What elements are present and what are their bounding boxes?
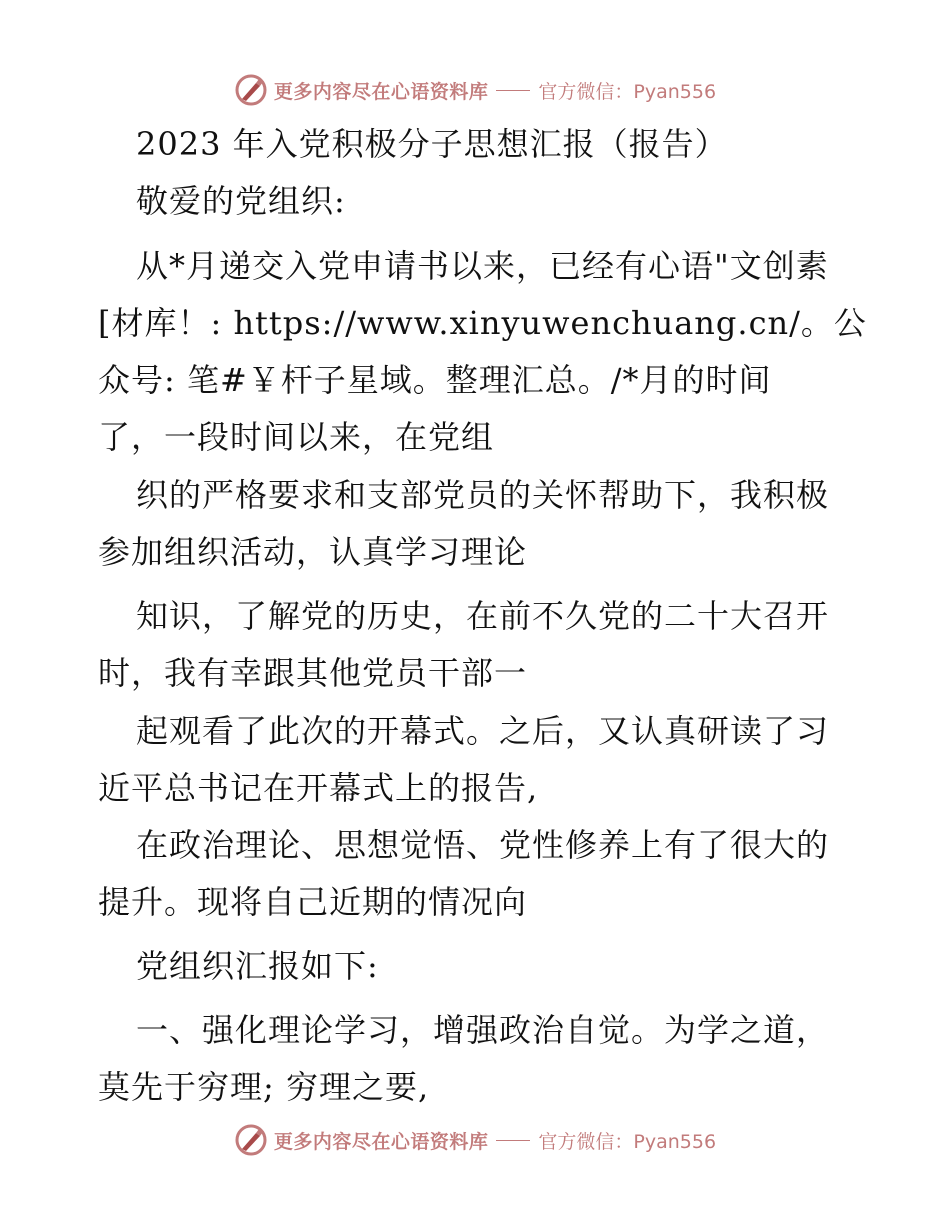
watermark-account: 官方微信：Pyan556 xyxy=(538,1130,717,1153)
watermark-divider xyxy=(496,90,530,91)
text-line: 众号: 笔#￥杆子星域。整理汇总。/*月的时间 xyxy=(98,361,772,399)
document-title: 2023 年入党积极分子思想汇报（报告） xyxy=(136,125,728,163)
watermark-text: 更多内容尽在心语资料库 xyxy=(273,1130,489,1153)
watermark-divider xyxy=(496,1140,530,1141)
text-line: 知识，了解党的历史，在前不久党的二十大召开 xyxy=(136,597,830,635)
text-line: 了，一段时间以来，在党组 xyxy=(98,418,495,456)
text-line: 莫先于穷理; 穷理之要, xyxy=(98,1068,430,1106)
watermark-text: 更多内容尽在心语资料库 xyxy=(273,80,489,103)
section-heading: 一、强化理论学习，增强政治自觉。为学之道， xyxy=(136,1011,830,1049)
text-line: 在政治理论、思想觉悟、党性修养上有了很大的 xyxy=(136,826,830,864)
salutation: 敬爱的党组织: xyxy=(136,182,346,220)
text-line: 参加组织活动，认真学习理论 xyxy=(98,533,528,571)
watermark-account: 官方微信：Pyan556 xyxy=(538,80,717,103)
text-line: 近平总书记在开幕式上的报告, xyxy=(98,769,539,807)
header-watermark xyxy=(0,70,950,110)
pen-circle-logo-icon xyxy=(234,1123,268,1157)
text-line: 提升。现将自己近期的情况向 xyxy=(98,883,528,921)
text-line: 党组织汇报如下: xyxy=(136,947,379,985)
text-line: [材库！: https://www.xinyuwenchuang.cn/。公 xyxy=(98,304,867,342)
text-line: 从*月递交入党申请书以来，已经有心语"文创素 xyxy=(136,247,829,285)
footer-watermark xyxy=(0,1120,950,1160)
text-line: 织的严格要求和支部党员的关怀帮助下，我积极 xyxy=(136,476,830,514)
text-line: 起观看了此次的开幕式。之后，又认真研读了习 xyxy=(136,712,830,750)
text-line: 时，我有幸跟其他党员干部一 xyxy=(98,654,528,692)
pen-circle-logo-icon xyxy=(234,73,268,107)
